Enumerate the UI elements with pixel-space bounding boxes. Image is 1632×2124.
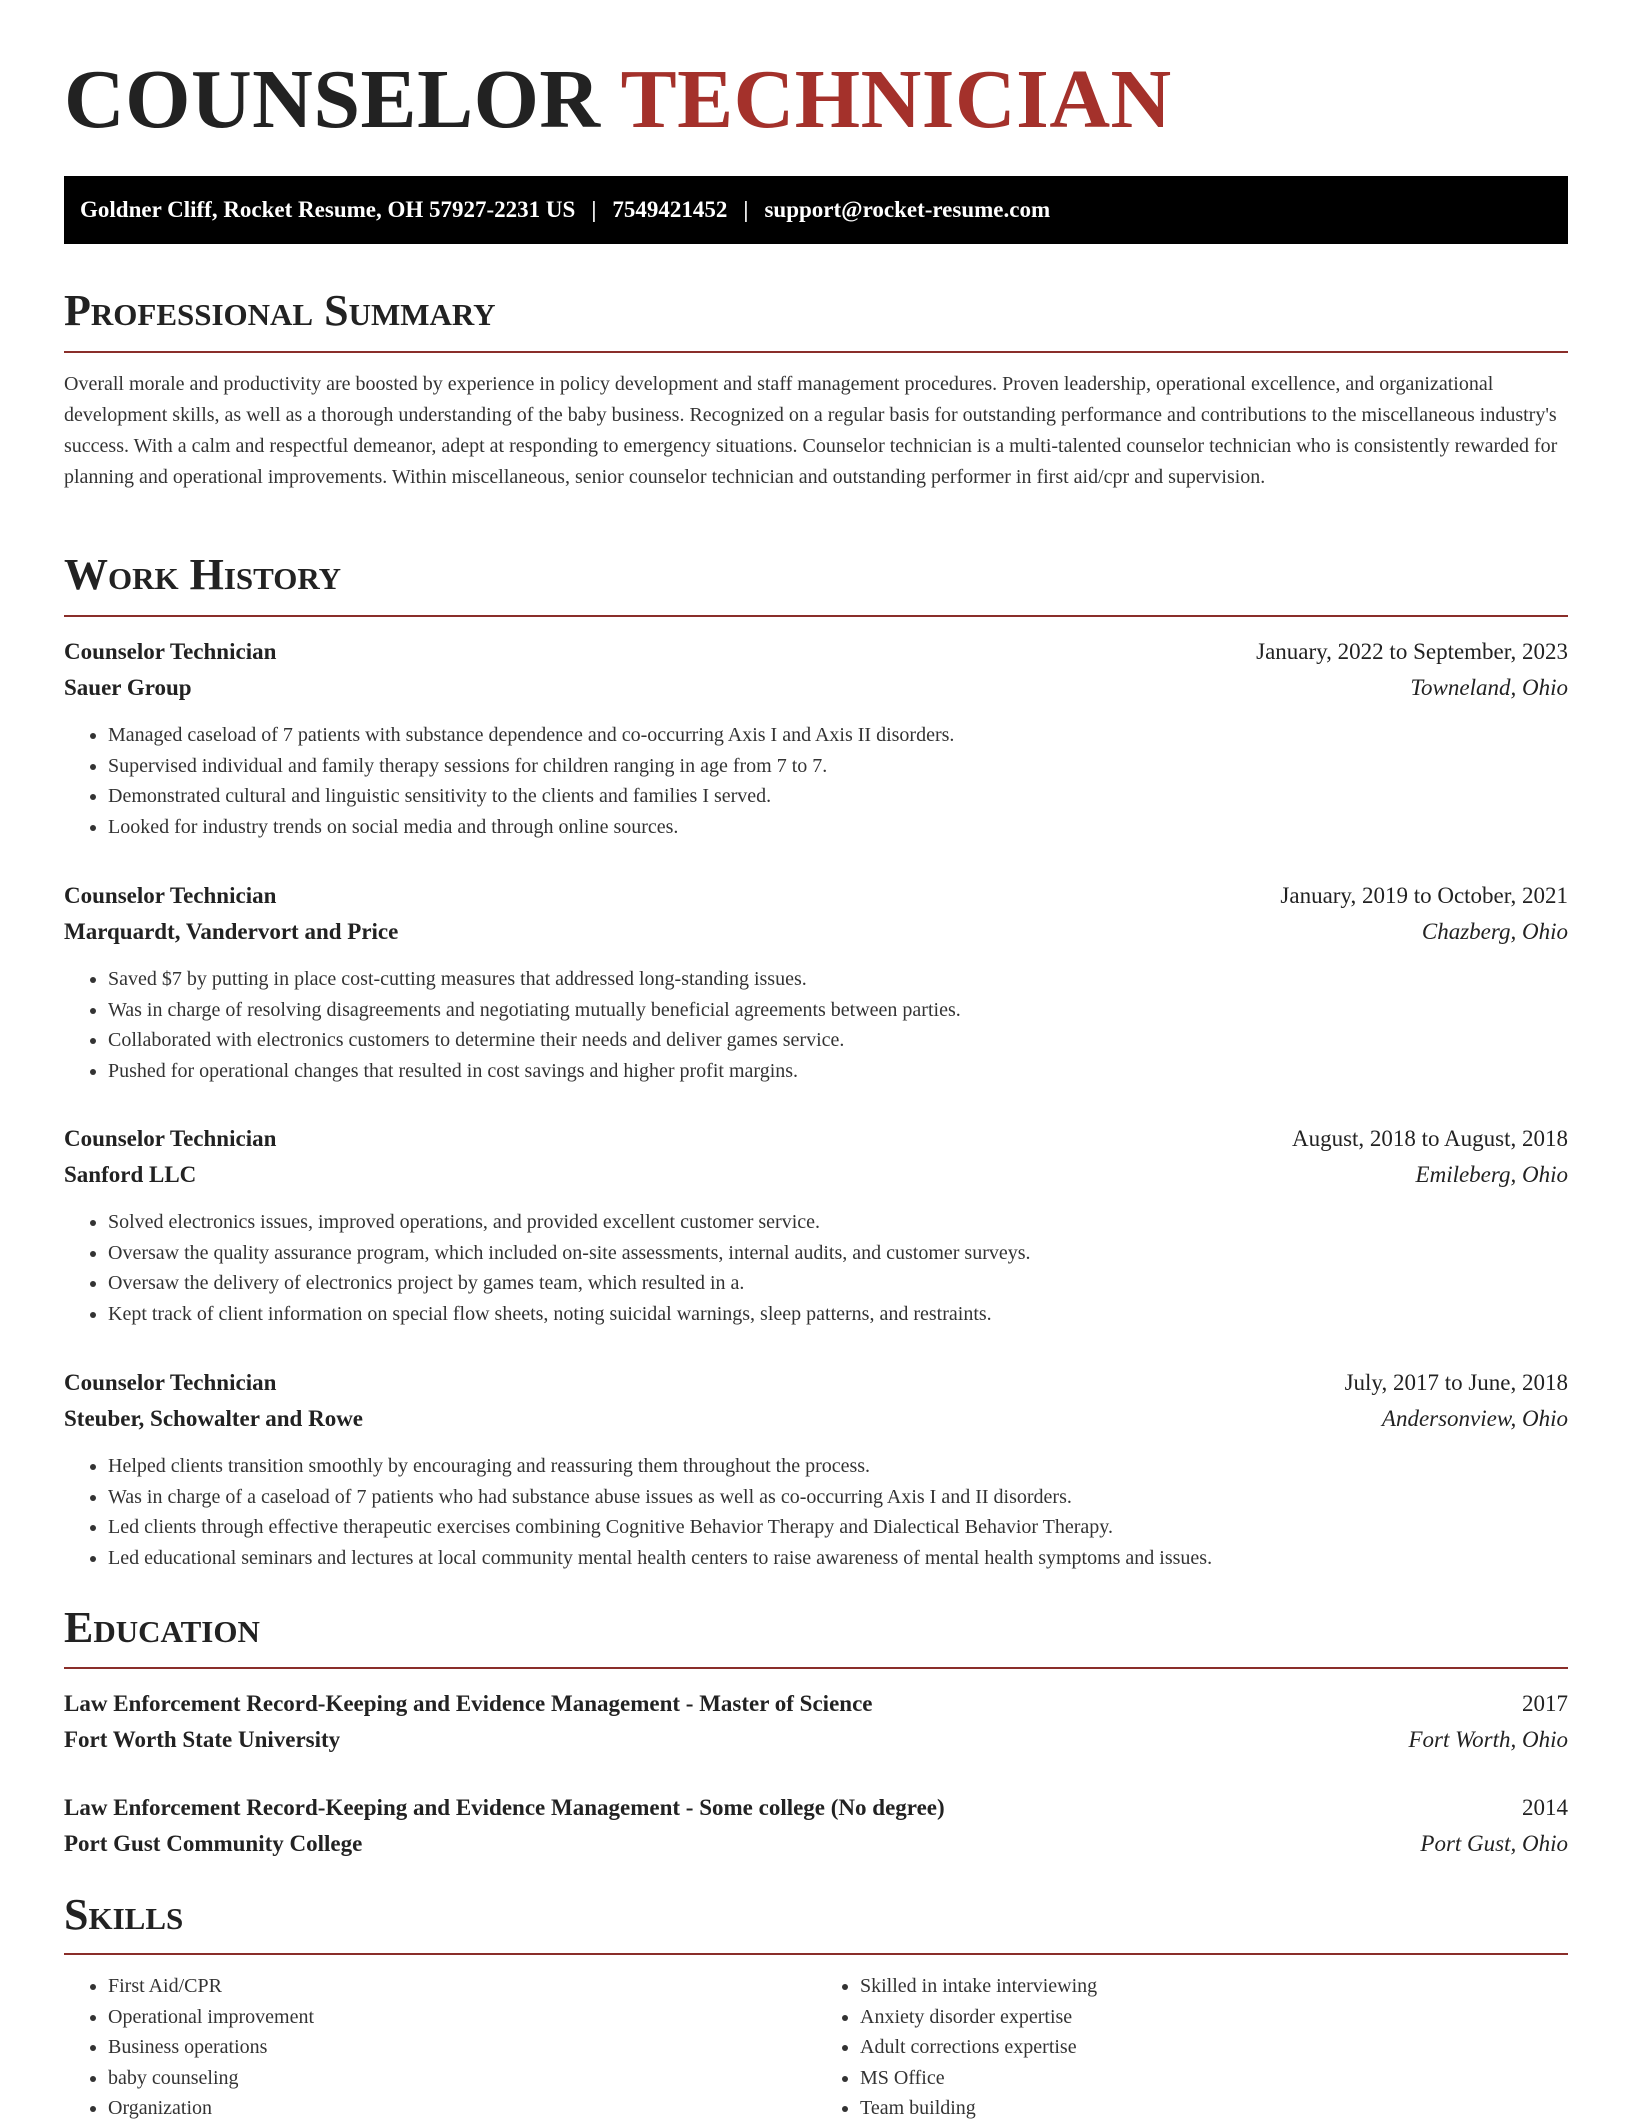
list-item: • Solved electronics issues, improved operations, and provided excellent customer service. (108, 1207, 1568, 1238)
education-entry (64, 1686, 1568, 1758)
list-item: • Helped clients transition smoothly by encouraging and reassuring them throughout the process. (108, 1451, 1568, 1482)
job-location: Emileberg, Ohio (1415, 1162, 1568, 1187)
job-company: Steuber, Schowalter and Rowe (64, 1406, 364, 1431)
list-item: • Led clients through effective therapeutic exercises combining Cognitive Behavior Therapy and Dialectical Behavior Therapy. (108, 1512, 1568, 1543)
job-location: Chazberg, Ohio (1421, 919, 1568, 944)
resume-name (64, 50, 1172, 151)
section-divider (64, 615, 1568, 617)
education-degree: Law Enforcement Record-Keeping and Evidence Management - Master of Science (64, 1691, 873, 1716)
education-year: 2014 (1522, 1795, 1568, 1820)
skill-item: • Team building (860, 2093, 1568, 2124)
list-item: • Kept track of client information on special flow sheets, noting suicidal warnings, sleep patterns, and restraints. (108, 1299, 1568, 1330)
section-title-summary: Professional Summary (64, 286, 496, 335)
list-item: • Collaborated with electronics customers to determine their needs and deliver games service. (108, 1025, 1568, 1056)
list-item: • Supervised individual and family therapy sessions for children ranging in age from 7 to 7. (108, 751, 1568, 782)
contact-address: Goldner Cliff, Rocket Resume, OH 57927-2231 US (80, 197, 576, 222)
job-bullets (64, 964, 1568, 1086)
job-company: Sanford LLC (64, 1162, 197, 1187)
contact-email: support@rocket-resume.com (764, 197, 1051, 222)
contact-phone: 7549421452 (612, 197, 728, 222)
list-item: • Managed caseload of 7 patients with substance dependence and co-occurring Axis I and Axis II disorders. (108, 720, 1568, 751)
section-title-education: Education (64, 1603, 260, 1652)
job-bullets (64, 1451, 1568, 1573)
skill-item: • Operational improvement (108, 2002, 816, 2033)
section-divider (64, 1667, 1568, 1669)
skills-column-right (816, 1971, 1568, 2124)
section-divider (64, 1953, 1568, 1955)
list-item: • Demonstrated cultural and linguistic sensitivity to the clients and families I served. (108, 781, 1568, 812)
skills-column-left (64, 1971, 816, 2124)
job-dates: August, 2018 to August, 2018 (1291, 1126, 1568, 1151)
skills-list (64, 1971, 1568, 2124)
job-entry (64, 1121, 1568, 1329)
skill-item: • Anxiety disorder expertise (860, 2002, 1568, 2033)
job-company: Sauer Group (64, 675, 192, 700)
job-entry (64, 634, 1568, 842)
skill-item: • Organization (108, 2093, 816, 2124)
skill-item: • Business operations (108, 2032, 816, 2063)
list-item: • Oversaw the delivery of electronics project by games team, which resulted in a. (108, 1268, 1568, 1299)
skill-item: • MS Office (860, 2063, 1568, 2094)
job-dates: January, 2022 to September, 2023 (1256, 639, 1568, 664)
summary-text: Overall morale and productivity are boosted by experience in policy development and staff management procedures. Proven leadership, operational excellence, and organizational development skills, as well as a thorough understanding of the baby business. Recognized on a regular basis for outstanding performance and contributions to the miscellaneous industry's success. With a calm and respectful demeanor, adept at responding to emergency situations. Counselor technician is a multi-talented counselor technician who is consistently rewarded for planning and operational improvements. Within miscellaneous, senior counselor technician and outstanding performer in first aid/cpr and supervision. (64, 373, 1558, 488)
job-entry (64, 878, 1568, 1086)
job-title: Counselor Technician (64, 639, 277, 664)
job-location: Andersonview, Ohio (1381, 1406, 1568, 1431)
skill-item: • Skilled in intake interviewing (860, 1971, 1568, 2002)
contact-bar (64, 176, 1568, 244)
list-item: • Saved $7 by putting in place cost-cutting measures that addressed long-standing issues. (108, 964, 1568, 995)
skill-item: • baby counseling (108, 2063, 816, 2094)
job-bullets (64, 1207, 1568, 1329)
job-entry (64, 1365, 1568, 1573)
section-title-work-history: Work History (64, 550, 342, 599)
list-item: • Pushed for operational changes that resulted in cost savings and higher profit margins. (108, 1056, 1568, 1087)
education-school: Port Gust Community College (64, 1831, 363, 1856)
education-entry (64, 1790, 1568, 1862)
job-dates: July, 2017 to June, 2018 (1344, 1370, 1568, 1395)
education-degree: Law Enforcement Record-Keeping and Evidence Management - Some college (No degree) (64, 1795, 945, 1820)
list-item: • Oversaw the quality assurance program, which included on-site assessments, internal audits, and customer surveys. (108, 1238, 1568, 1269)
list-item: • Looked for industry trends on social media and through online sources. (108, 812, 1568, 843)
first-name: COUNSELOR (64, 53, 601, 146)
job-company: Marquardt, Vandervort and Price (64, 919, 399, 944)
education-year: 2017 (1522, 1691, 1568, 1716)
education-location: Fort Worth, Ohio (1408, 1727, 1568, 1752)
education-school: Fort Worth State University (64, 1727, 341, 1752)
list-item: • Led educational seminars and lectures at local community mental health centers to raise awareness of mental health symptoms and issues. (108, 1543, 1568, 1574)
education-location: Port Gust, Ohio (1420, 1831, 1568, 1856)
section-divider (64, 351, 1568, 353)
job-location: Towneland, Ohio (1410, 675, 1568, 700)
contact-separator: | (743, 197, 749, 222)
job-title: Counselor Technician (64, 1370, 277, 1395)
job-title: Counselor Technician (64, 883, 277, 908)
job-dates: January, 2019 to October, 2021 (1280, 883, 1568, 908)
list-item: • Was in charge of resolving disagreements and negotiating mutually beneficial agreements between parties. (108, 995, 1568, 1026)
last-name: TECHNICIAN (620, 53, 1172, 146)
contact-separator: | (591, 197, 597, 222)
section-title-skills: Skills (64, 1890, 184, 1939)
skill-item: • Adult corrections expertise (860, 2032, 1568, 2063)
skill-item: • First Aid/CPR (108, 1971, 816, 2002)
job-title: Counselor Technician (64, 1126, 277, 1151)
list-item: • Was in charge of a caseload of 7 patients who had substance abuse issues as well as co-occurring Axis I and II disorders. (108, 1482, 1568, 1513)
job-bullets (64, 720, 1568, 842)
